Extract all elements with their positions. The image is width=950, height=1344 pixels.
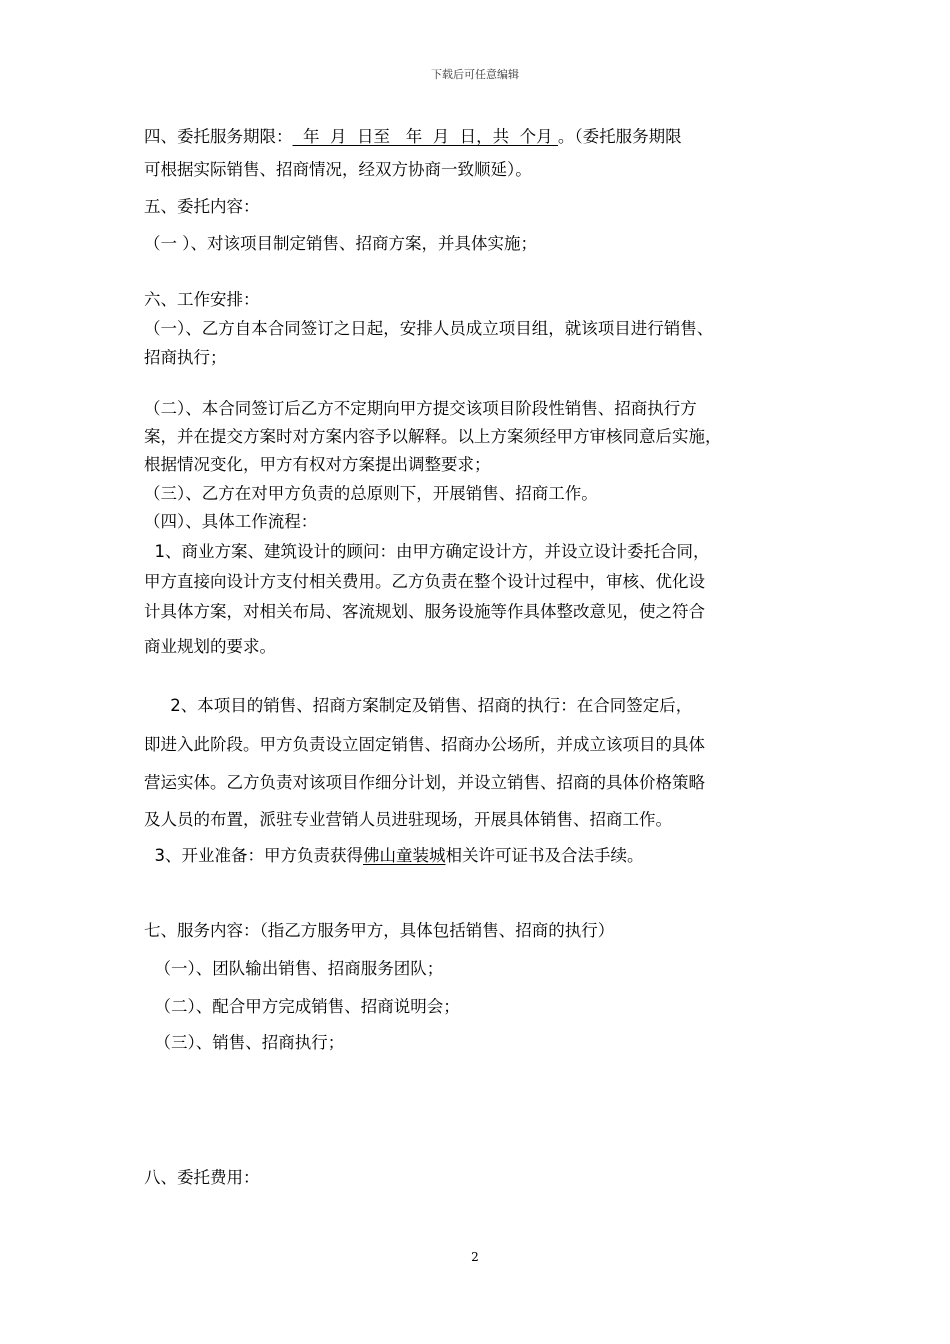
page-header-note: 下载后可任意编辑 — [431, 68, 519, 81]
term-suffix: 。（委托服务期限 — [557, 127, 682, 146]
step-3-suffix: 相关许可证书及合法手续。 — [445, 846, 644, 865]
service-item-1: （一）、团队输出销售、招商服务团队； — [144, 959, 444, 978]
step-1-line-3: 计具体方案，对相关布局、客流规划、服务设施等作具体整改意见，使之符合 — [144, 602, 705, 621]
work-item-1-line-2: 招商执行； — [144, 348, 227, 367]
step-1-line-1: 1、商业方案、建筑设计的顾问：由甲方确定设计方，并设立设计委托合同， — [144, 542, 710, 561]
step-2-line-3: 营运实体。乙方负责对该项目作细分计划，并设立销售、招商的具体价格策略 — [144, 773, 705, 792]
work-heading: 六、工作安排： — [144, 290, 260, 309]
term-line-2: 可根据实际销售、招商情况，经双方协商一致顺延）。 — [144, 160, 532, 179]
page-number: 2 — [471, 1250, 479, 1264]
content-heading: 五、委托内容： — [144, 197, 260, 216]
service-item-2: （二）、配合甲方完成销售、招商说明会； — [144, 997, 460, 1016]
term-prefix: 四、委托服务期限： — [144, 127, 293, 146]
step-1-line-4: 商业规划的要求。 — [144, 637, 276, 656]
content-item-1: （一 ）、对该项目制定销售、招商方案，并具体实施； — [144, 234, 537, 253]
service-item-3: （三）、销售、招商执行； — [144, 1033, 345, 1052]
service-heading: 七、服务内容：（指乙方服务甲方，具体包括销售、招商的执行） — [144, 921, 615, 940]
step-2-line-1: 2、本项目的销售、招商方案制定及销售、招商的执行：在合同签定后， — [144, 696, 693, 715]
term-line-1 — [144, 126, 682, 148]
work-item-4: （四）、具体工作流程： — [144, 512, 318, 531]
term-period: 年 月 日至 年 月 日，共 个月 — [292, 127, 558, 146]
step-3-line — [144, 845, 644, 867]
work-item-2-line-2: 案，并在提交方案时对方案内容予以解释。以上方案须经甲方审核同意后实施， — [144, 427, 722, 446]
step-1-line-2: 甲方直接向设计方支付相关费用。乙方负责在整个设计过程中，审核、优化设 — [144, 572, 705, 591]
step-2-line-2: 即进入此阶段。甲方负责设立固定销售、招商办公场所，并成立该项目的具体 — [144, 735, 705, 754]
work-item-2-line-1: （二）、本合同签订后乙方不定期向甲方提交该项目阶段性销售、招商执行方 — [144, 399, 697, 418]
step-3-place: 佛山童装城 — [363, 846, 446, 865]
work-item-1-line-1: （一）、乙方自本合同签订之日起，安排人员成立项目组，就该项目进行销售、 — [144, 319, 714, 338]
fee-heading: 八、委托费用： — [144, 1168, 260, 1187]
work-item-3: （三）、乙方在对甲方负责的总原则下，开展销售、招商工作。 — [144, 484, 598, 503]
step-3-prefix: 3、开业准备：甲方负责获得 — [144, 846, 363, 865]
work-item-2-line-3: 根据情况变化，甲方有权对方案提出调整要求； — [144, 455, 491, 474]
step-2-line-4: 及人员的布置，派驻专业营销人员进驻现场，开展具体销售、招商工作。 — [144, 810, 672, 829]
